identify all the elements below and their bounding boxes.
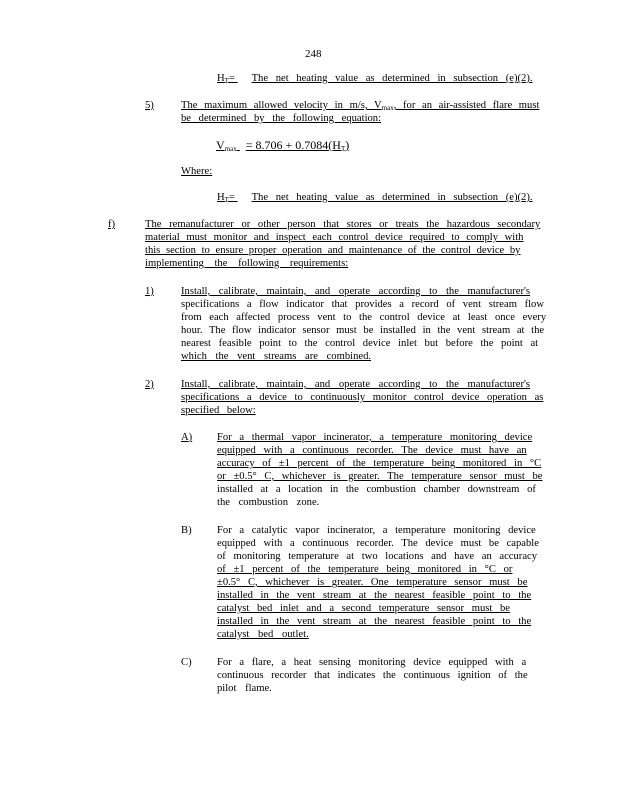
item5-label: 5) <box>145 100 154 111</box>
req1-label: 1) <box>145 286 154 297</box>
subA-label: A) <box>181 432 193 443</box>
ht-definition-text-2: The net heating value as determined in subsection (e)(2). <box>251 192 533 203</box>
item5-vmax-sub: max <box>381 104 394 112</box>
subB-line: of monitoring temperature at two locations and have an accuracy <box>217 551 538 562</box>
item-f-line: material must monitor and inspect each control device required to comply with <box>145 232 524 243</box>
equation-close: ) <box>345 138 350 152</box>
subB-line: For a catalytic vapor incinerator, a temperature monitoring device <box>217 525 536 536</box>
subB-line: installed in the vent stream at the nearest feasible point to the <box>217 616 532 627</box>
subC-line: pilot flame. <box>217 683 272 694</box>
ht-symbol-2: H <box>217 192 225 203</box>
req2-line: Install, calibrate, maintain, and operate according to the manufacturer's <box>181 379 531 390</box>
subC-label: C) <box>181 657 192 668</box>
subB-line: ±0.5° C, whichever is greater. One temperature sensor must be <box>217 577 528 588</box>
subB-line: catalyst bed inlet and a second temperature sensor must be <box>217 603 510 614</box>
subA-line: installed at a location in the combustion chamber downstream of <box>217 484 536 495</box>
ht-equals-2: = <box>228 192 235 203</box>
req1-line: specifications a flow indicator that provides a record of vent stream flow <box>181 299 544 310</box>
ht-definition-1 <box>217 73 531 87</box>
req1-line: which the vent streams are combined. <box>181 351 372 362</box>
item5-line-2: be determined by the following equation: <box>181 113 382 124</box>
item5-line-1-pre: The maximum allowed velocity in m/s, V <box>181 100 382 111</box>
item-f-line: this section to ensure proper operation and maintenance of the control device by <box>145 245 521 256</box>
vmax-equation <box>216 139 349 155</box>
item5-line-1-post: , for an air-assisted flare must <box>393 100 540 111</box>
req1-line: Install, calibrate, maintain, and operate according to the manufacturer's <box>181 286 531 297</box>
where-label: Where: <box>181 166 213 177</box>
ht-symbol: H <box>217 73 225 84</box>
req2-line: specifications a device to continuously monitor control device operation as <box>181 392 544 403</box>
ht-definition-text: The net heating value as determined in subsection (e)(2). <box>251 73 533 84</box>
ht-subscript-2: T <box>224 196 229 204</box>
req1-line: from each affected process vent to the control device at least once every <box>181 312 547 323</box>
subB-line: equipped with a continuous recorder. The device must be capable <box>217 538 539 549</box>
equation-h-sub: T <box>340 145 346 153</box>
ht-definition-2 <box>217 192 531 206</box>
item-f-line: implementing the following requirements: <box>145 258 349 269</box>
item5-line-1 <box>181 100 538 114</box>
equation-lhs-sub: max <box>224 145 237 153</box>
subA-line: the combustion zone. <box>217 497 320 508</box>
subB-line: catalyst bed outlet. <box>217 629 309 640</box>
subA-line: or ±0.5° C, whichever is greater. The temperature sensor must be <box>217 471 543 482</box>
equation-lhs: V <box>216 138 225 152</box>
subB-label: B) <box>181 525 192 536</box>
subA-line: equipped with a continuous recorder. The device must have an <box>217 445 527 456</box>
subC-line: continuous recorder that indicates the continuous ignition of the <box>217 670 528 681</box>
ht-subscript: T <box>224 77 229 85</box>
item-f-line: The remanufacturer or other person that stores or treats the hazardous secondary <box>145 219 541 230</box>
page-number: 248 <box>305 48 322 60</box>
req2-line: specified below: <box>181 405 256 416</box>
equation-rhs: = 8.706 + 0.7084(H <box>245 138 341 152</box>
subB-line: installed in the vent stream at the nearest feasible point to the <box>217 590 532 601</box>
item-f-label: f) <box>108 219 116 230</box>
subA-line: For a thermal vapor incinerator, a temperature monitoring device <box>217 432 533 443</box>
subC-line: For a flare, a heat sensing monitoring device equipped with a <box>217 657 527 668</box>
ht-equals: = <box>228 73 235 84</box>
req1-line: nearest feasible point to the control device inlet but before the point at <box>181 338 539 349</box>
subB-line: of ±1 percent of the temperature being monitored in °C or <box>217 564 513 575</box>
req2-label: 2) <box>145 379 154 390</box>
req1-line: hour. The flow indicator sensor must be installed in the vent stream at the <box>181 325 545 336</box>
subA-line: accuracy of ±1 percent of the temperature being monitored in °C <box>217 458 542 469</box>
